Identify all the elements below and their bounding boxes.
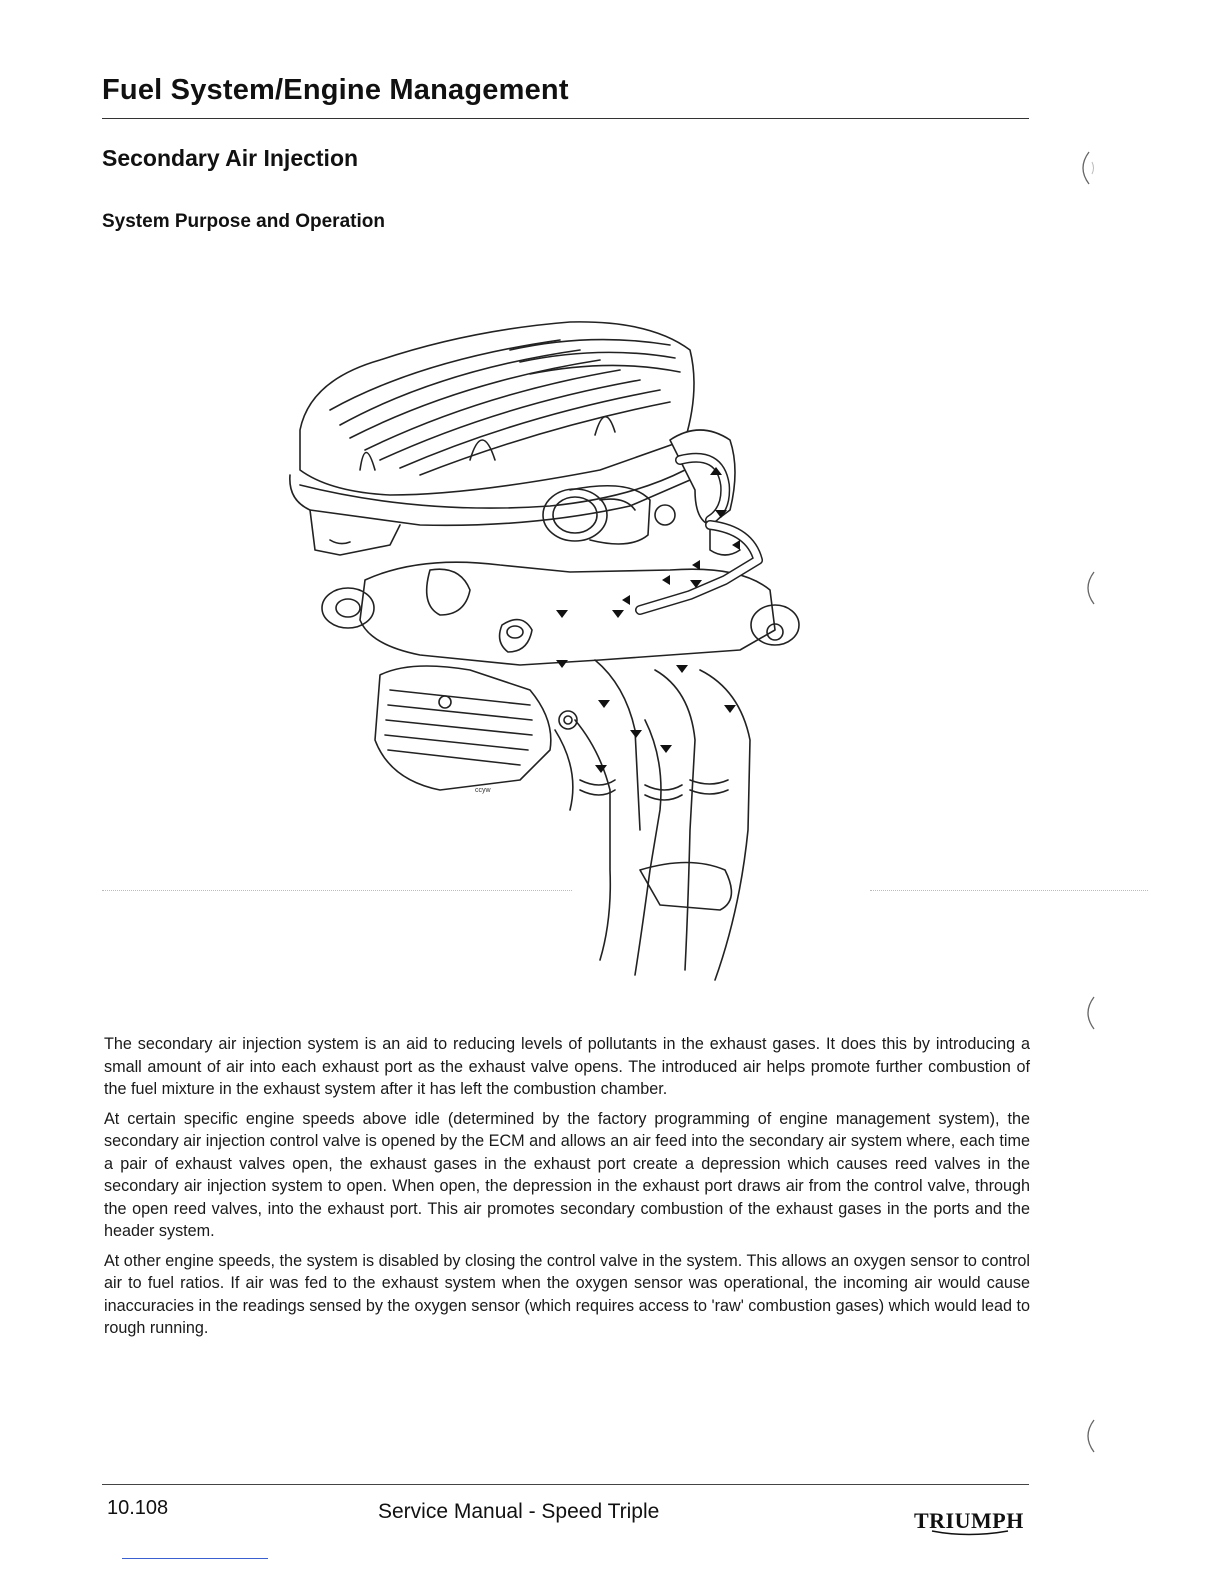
paragraph: The secondary air injection system is an aid to reducing levels of pollutants in the exhaust gases. It does this by introducing a small amount of air into each exhaust port as the exhaust valve opens. The introduced air helps promote further combustion of the fuel mixture in the exhaust system after it has left the combustion chamber. <box>104 1035 1030 1098</box>
manual-title: Service Manual - Speed Triple <box>378 1500 660 1523</box>
binding-hole-mark <box>1078 568 1100 608</box>
header-rule <box>102 118 1029 119</box>
figure-reference-code: ccyw <box>475 787 491 794</box>
paragraph: At certain specific engine speeds above idle (determined by the factory programming of engine management system), the secondary air injection control valve is opened by the ECM and allows an air feed into the secondary air system where, each time a pair of exhaust valves open, the exhaust gases in the exhaust port create a depression which causes reed valves in the secondary air injection system to open. When open, the depression in the exhaust port draws air from the control valve, through the open reed valves, into the exhaust port. This air promotes secondary combustion of the exhaust gases in the ports and the header system. <box>104 1109 1030 1240</box>
engine-secondary-air-system-illustration-icon <box>270 310 830 990</box>
brand-logo-text: TRIUMPH <box>914 1508 1024 1533</box>
chapter-title: Fuel System/Engine Management <box>102 74 569 106</box>
triumph-logo <box>912 1504 1024 1538</box>
page-number: 10.108 <box>107 1497 169 1519</box>
binding-hole-mark <box>1073 148 1095 188</box>
divider <box>870 890 1148 891</box>
body-text <box>104 1033 1030 1347</box>
binding-hole-mark <box>1078 993 1100 1033</box>
footer-rule <box>102 1484 1029 1485</box>
link-underline <box>122 1558 268 1559</box>
paragraph: At other engine speeds, the system is disabled by closing the control valve in the system. This allows an oxygen sensor to control air to fuel ratios. If air was fed to the exhaust system when the oxygen sensor was operational, the incoming air would cause inaccuracies in the readings sensed by the oxygen sensor (which requires access to 'raw' combustion gases) which would lead to rough running. <box>104 1251 1030 1337</box>
divider <box>102 890 572 891</box>
binding-hole-mark <box>1078 1416 1100 1456</box>
engine-illustration <box>270 310 830 990</box>
subsection-title: System Purpose and Operation <box>102 211 385 232</box>
section-title: Secondary Air Injection <box>102 145 359 171</box>
